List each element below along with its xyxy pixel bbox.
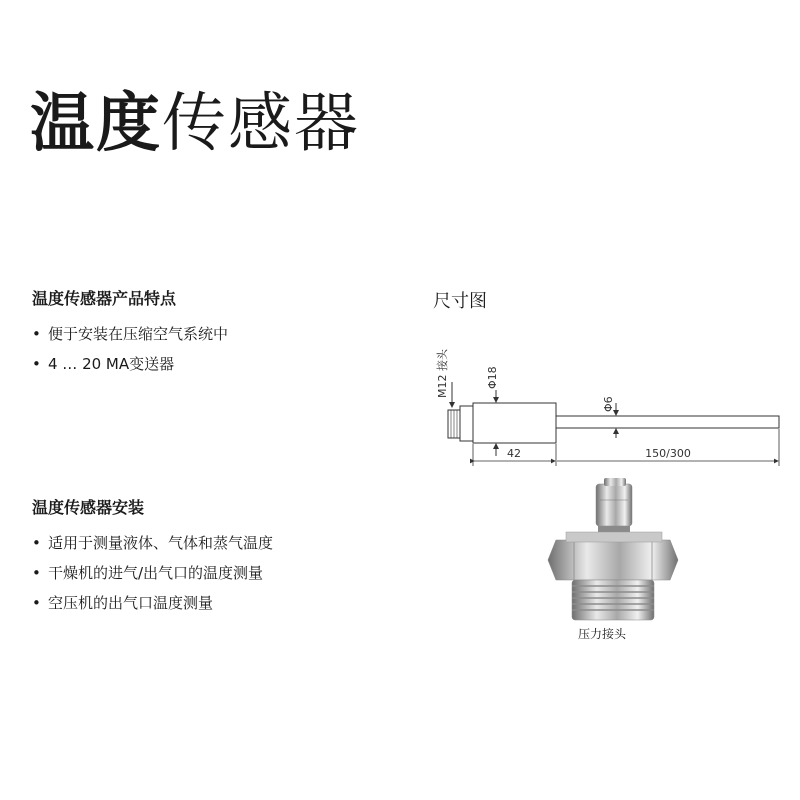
- page-title-light: 传感器: [162, 87, 360, 161]
- page-title-bold: 温度: [30, 87, 162, 161]
- sensor-body: [473, 403, 556, 443]
- list-item: • 适用于测量液体、气体和蒸气温度: [32, 528, 273, 558]
- probe-length-label: 150/300: [645, 447, 691, 460]
- features-heading: 温度传感器产品特点: [32, 289, 177, 308]
- list-item: • 便于安装在压缩空气系统中: [32, 319, 228, 349]
- list-item: • 干燥机的进气/出气口的温度测量: [32, 558, 273, 588]
- connector-label: M12 接头: [436, 349, 449, 398]
- dimension-drawing-title: 尺寸图: [433, 291, 487, 312]
- sensor-probe: [556, 416, 779, 428]
- body-length-label: 42: [507, 447, 521, 460]
- fitting-caption: 压力接头: [578, 627, 627, 641]
- probe-diameter-label: Φ6: [602, 396, 615, 412]
- m12-connector: [448, 406, 473, 441]
- install-heading: 温度传感器安装: [32, 498, 145, 517]
- list-item: • 4 … 20 MA变送器: [32, 349, 228, 379]
- pressure-fitting-photo: [548, 478, 678, 620]
- body-diameter-label: Φ18: [486, 366, 499, 389]
- list-item: • 空压机的出气口温度测量: [32, 588, 273, 618]
